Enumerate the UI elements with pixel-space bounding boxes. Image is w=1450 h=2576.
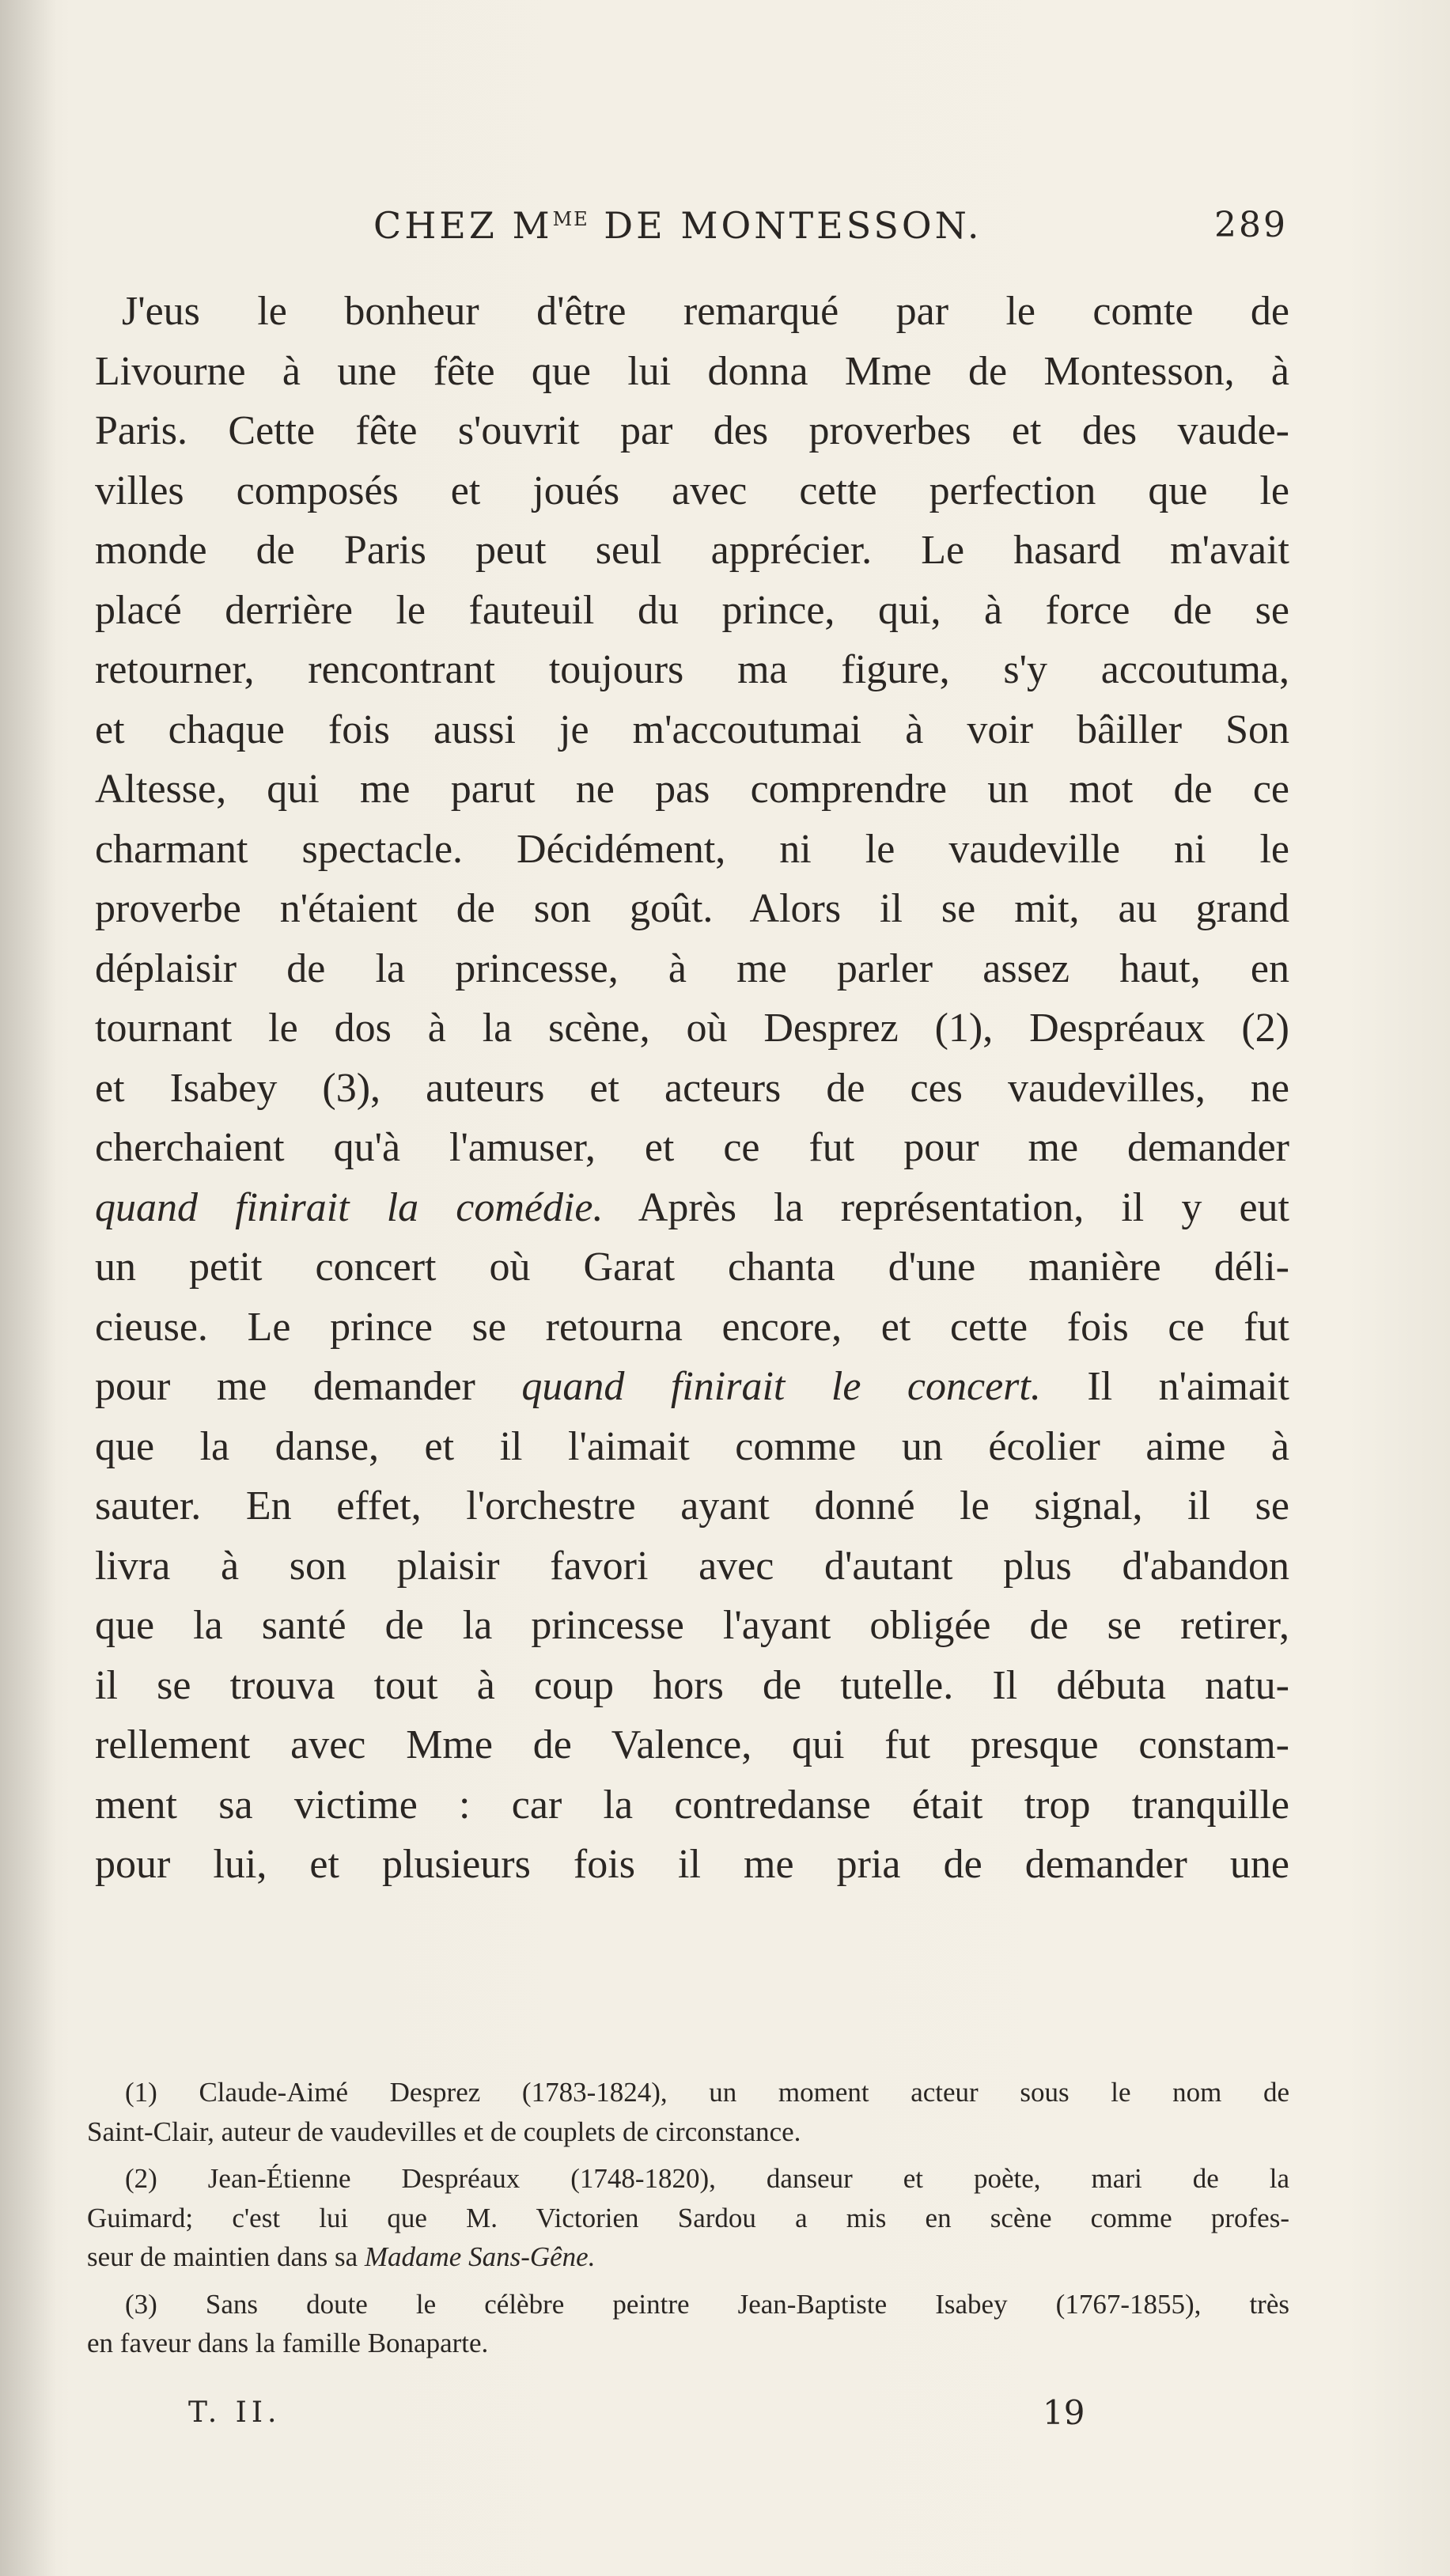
signature-number: 19	[1043, 2393, 1085, 2432]
text-line: déplaisir de la princesse, à me parler assez haut, en	[95, 945, 1289, 991]
text-line: charmant spectacle. Décidément, ni le vaudeville ni le	[95, 826, 1289, 872]
italic-phrase: quand finirait le concert.	[521, 1364, 1041, 1409]
text-line: Livourne à une fête que lui donna Mme de Montesson, à	[95, 348, 1289, 394]
running-title-post: DE MONTESSON.	[589, 204, 982, 247]
text-line: livra à son plaisir favori avec d'autant plus d'abandon	[95, 1543, 1289, 1589]
text-line: il se trouva tout à coup hors de tutelle. Il débuta natu-	[95, 1662, 1289, 1708]
text-line: Paris. Cette fête s'ouvrit par des proverbes et des vaude-	[95, 408, 1289, 453]
text-line: que la danse, et il l'aimait comme un écolier aime à	[95, 1423, 1289, 1469]
footnote-line: en faveur dans la famille Bonaparte.	[87, 2328, 489, 2358]
footnote-3	[87, 2285, 1289, 2363]
text-line: tournant le dos à la scène, où Desprez (1), Despréaux (2)	[95, 1006, 1289, 1051]
line-post: Il n'aimait	[1040, 1364, 1289, 1409]
running-title	[373, 184, 982, 261]
text-line: un petit concert où Garat chanta d'une manière déli-	[95, 1244, 1289, 1290]
text-line: ment sa victime : car la contredanse était trop tranquille	[95, 1782, 1289, 1828]
body-text	[95, 282, 1289, 1895]
footnote-line: Guimard; c'est lui que M. Victorien Sardou a mis en scène comme profes-	[87, 2202, 1289, 2233]
page-footer	[0, 2381, 1450, 2445]
italic-phrase: quand finirait la comédie.	[95, 1184, 604, 1230]
text-line: sauter. En effet, l'orchestre ayant donné le signal, il se	[95, 1483, 1289, 1529]
footnote-line: (3) Sans doute le célèbre peintre Jean-Baptiste Isabey (1767-1855), très	[125, 2288, 1289, 2320]
text-line: et Isabey (3), auteurs et acteurs de ces vaudevilles, ne	[95, 1065, 1289, 1111]
footnote-line: (1) Claude-Aimé Desprez (1783-1824), un moment acteur sous le nom de	[125, 2077, 1289, 2108]
text-line: pour lui, et plusieurs fois il me pria de demander une	[95, 1842, 1289, 1887]
running-title-superscript: ME	[552, 208, 589, 230]
footnotes	[87, 2073, 1289, 2371]
page-number: 289	[1214, 205, 1288, 245]
text-line: villes composés et joués avec cette perfection que le	[95, 468, 1289, 513]
gutter-shadow	[0, 0, 55, 2576]
italic-title: Madame Sans-Gêne.	[364, 2241, 596, 2272]
text-line: rellement avec Mme de Valence, qui fut presque constam-	[95, 1722, 1289, 1767]
footnote-text: seur de maintien dans sa	[87, 2241, 365, 2272]
text-line: proverbe n'étaient de son goût. Alors il se mit, au grand	[95, 886, 1289, 931]
line-rest: Après la représentation, il y eut	[603, 1184, 1289, 1230]
text-line-italic-phrase	[95, 1178, 1289, 1238]
page-header	[0, 184, 1450, 255]
text-line: que la santé de la princesse l'ayant obligée de se retirer,	[95, 1603, 1289, 1648]
text-line-italic-phrase	[95, 1357, 1289, 1417]
footnote-line: Saint-Clair, auteur de vaudevilles et de couplets de circonstance.	[87, 2116, 801, 2147]
footnote-line: (2) Jean-Étienne Despréaux (1748-1820), danseur et poète, mari de la	[125, 2163, 1289, 2194]
signature-mark: T. II.	[188, 2396, 282, 2429]
text-line: J'eus le bonheur d'être remarqué par le comte de	[122, 289, 1289, 334]
text-line: cherchaient qu'à l'amuser, et ce fut pour me demander	[95, 1125, 1289, 1170]
text-line: cieuse. Le prince se retourna encore, et cette fois ce fut	[95, 1304, 1289, 1350]
text-line: Altesse, qui me parut ne pas comprendre un mot de ce	[95, 767, 1289, 812]
text-line: placé derrière le fauteuil du prince, qui, à force de se	[95, 587, 1289, 633]
text-line: et chaque fois aussi je m'accoutumai à voir bâiller Son	[95, 707, 1289, 752]
running-title-pre: CHEZ M	[373, 204, 553, 247]
footnote-1	[87, 2073, 1289, 2151]
footnote-2	[87, 2159, 1289, 2277]
text-line: monde de Paris peut seul apprécier. Le hasard m'avait	[95, 528, 1289, 573]
line-pre: pour me demander	[95, 1364, 522, 1409]
footnote-line	[87, 2237, 1289, 2277]
text-line: retourner, rencontrant toujours ma figure, s'y accoutuma,	[95, 647, 1289, 692]
